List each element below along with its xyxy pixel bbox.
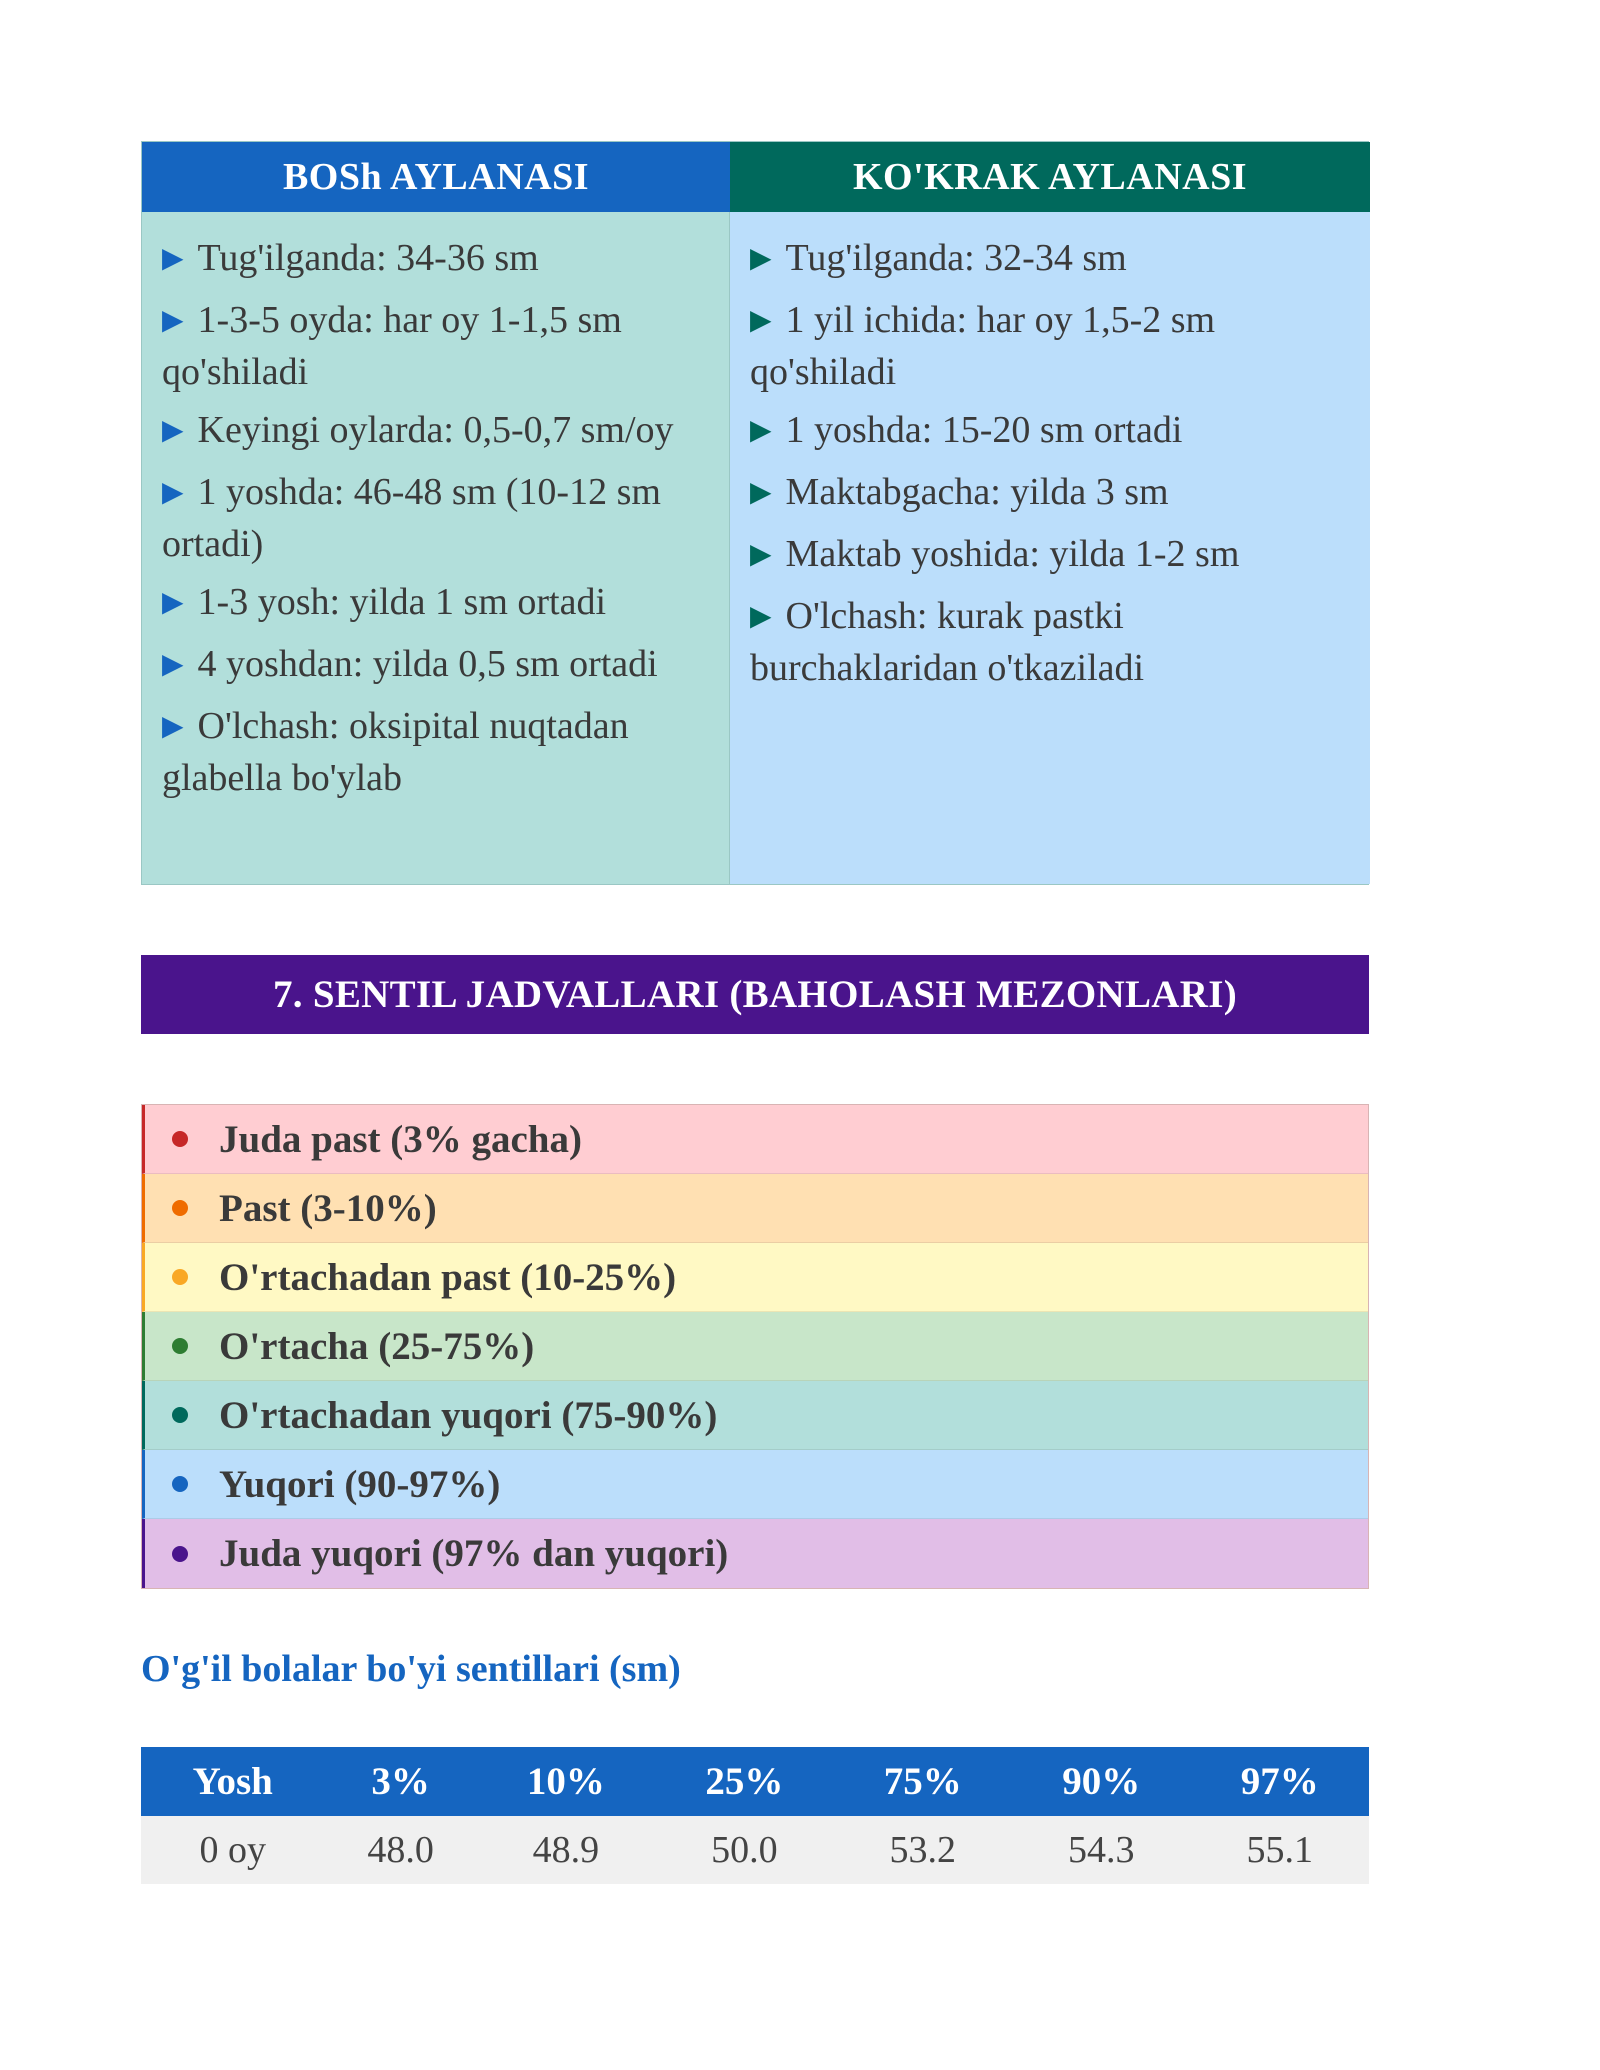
page — [141, 141, 1369, 1884]
table-cell: 48.9 — [477, 1816, 655, 1884]
head-item — [162, 234, 709, 286]
table-header-row — [141, 1747, 1369, 1816]
centile-row — [142, 1519, 1368, 1588]
triangle-bullet-icon: ▶ — [162, 649, 184, 680]
chest-circumference-header: KO'KRAK AYLANASI — [730, 142, 1370, 212]
centile-row — [142, 1381, 1368, 1450]
head-item — [162, 406, 709, 458]
centile-label: O'rtachadan past (10-25%) — [219, 1255, 677, 1299]
centile-label: Juda yuqori (97% dan yuqori) — [219, 1532, 729, 1575]
column-header: 10% — [477, 1747, 655, 1816]
centile-row — [142, 1174, 1368, 1243]
triangle-bullet-icon: ▶ — [750, 243, 772, 274]
table-cell: 50.0 — [655, 1816, 833, 1884]
triangle-bullet-icon: ▶ — [750, 477, 772, 508]
head-item-text: 1-3 yosh: yilda 1 sm ortadi — [197, 581, 607, 623]
chest-item — [750, 296, 1350, 396]
circumference-table — [141, 141, 1369, 885]
head-item — [162, 578, 709, 630]
chest-item — [750, 234, 1350, 286]
boys-height-title: O'g'il bolalar bo'yi sentillari (sm) — [141, 1648, 681, 1690]
centile-label: Yuqori (90-97%) — [219, 1462, 501, 1506]
bullet-dot-icon — [172, 1476, 188, 1492]
bullet-dot-icon — [172, 1407, 188, 1423]
centile-label: O'rtacha (25-75%) — [219, 1324, 535, 1368]
head-circumference-header: BOSh AYLANASI — [142, 142, 730, 212]
bullet-dot-icon — [172, 1269, 188, 1285]
head-item — [162, 702, 709, 802]
triangle-bullet-icon: ▶ — [750, 305, 772, 336]
chest-item-text: Tug'ilganda: 32-34 sm — [785, 237, 1127, 279]
triangle-bullet-icon: ▶ — [750, 539, 772, 570]
head-circumference-list — [142, 212, 730, 884]
column-header: 75% — [834, 1747, 1012, 1816]
triangle-bullet-icon: ▶ — [162, 477, 184, 508]
column-header: Yosh — [141, 1747, 325, 1816]
chest-item — [750, 592, 1350, 692]
triangle-bullet-icon: ▶ — [750, 601, 772, 632]
triangle-bullet-icon: ▶ — [162, 711, 184, 742]
centile-label: Past (3-10%) — [219, 1186, 437, 1230]
table-cell: 0 oy — [141, 1816, 325, 1884]
chest-item-text: 1 yil ichida: har oy 1,5-2 sm qo'shiladi — [750, 299, 1216, 393]
triangle-bullet-icon: ▶ — [162, 415, 184, 446]
column-header: 90% — [1012, 1747, 1190, 1816]
head-item-text: Tug'ilganda: 34-36 sm — [197, 237, 539, 279]
chest-item — [750, 468, 1350, 520]
centile-row — [142, 1450, 1368, 1519]
chest-circumference-list — [730, 212, 1370, 884]
triangle-bullet-icon: ▶ — [162, 243, 184, 274]
centile-categories — [141, 1104, 1369, 1589]
table-cell: 54.3 — [1012, 1816, 1190, 1884]
bullet-dot-icon — [172, 1131, 188, 1147]
centile-label: O'rtachadan yuqori (75-90%) — [219, 1393, 718, 1437]
triangle-bullet-icon: ▶ — [162, 305, 184, 336]
table-body — [141, 1816, 1369, 1884]
chest-item — [750, 530, 1350, 582]
bullet-dot-icon — [172, 1546, 188, 1562]
chest-item-text: O'lchash: kurak pastki burchaklaridan o'tkaziladi — [750, 595, 1145, 689]
centile-row — [142, 1243, 1368, 1312]
triangle-bullet-icon: ▶ — [162, 587, 184, 618]
bullet-dot-icon — [172, 1338, 188, 1354]
head-item-text: Keyingi oylarda: 0,5-0,7 sm/oy — [197, 409, 674, 451]
table-row — [141, 1816, 1369, 1884]
table-cell: 53.2 — [834, 1816, 1012, 1884]
head-item-text: 4 yoshdan: yilda 0,5 sm ortadi — [197, 643, 658, 685]
head-item — [162, 468, 709, 568]
bullet-dot-icon — [172, 1200, 188, 1216]
centile-label: Juda past (3% gacha) — [219, 1117, 582, 1161]
head-item-text: 1 yoshda: 46-48 sm (10-12 sm ortadi) — [162, 471, 661, 565]
centile-row — [142, 1312, 1368, 1381]
head-item — [162, 640, 709, 692]
column-header: 97% — [1190, 1747, 1369, 1816]
head-item-text: O'lchash: oksipital nuqtadan glabella bo'ylab — [162, 705, 629, 799]
boys-height-table — [141, 1747, 1369, 1884]
centile-row — [142, 1105, 1368, 1174]
section-title: 7. SENTIL JADVALLARI (BAHOLASH MEZONLARI) — [141, 955, 1369, 1034]
head-item — [162, 296, 709, 396]
column-header: 25% — [655, 1747, 833, 1816]
chest-item-text: Maktabgacha: yilda 3 sm — [785, 471, 1169, 513]
table-cell: 48.0 — [325, 1816, 477, 1884]
chest-item-text: Maktab yoshida: yilda 1-2 sm — [785, 533, 1240, 575]
chest-item-text: 1 yoshda: 15-20 sm ortadi — [785, 409, 1183, 451]
triangle-bullet-icon: ▶ — [750, 415, 772, 446]
column-header: 3% — [325, 1747, 477, 1816]
chest-item — [750, 406, 1350, 458]
head-item-text: 1-3-5 oyda: har oy 1-1,5 sm qo'shiladi — [162, 299, 622, 393]
table-cell: 55.1 — [1190, 1816, 1369, 1884]
